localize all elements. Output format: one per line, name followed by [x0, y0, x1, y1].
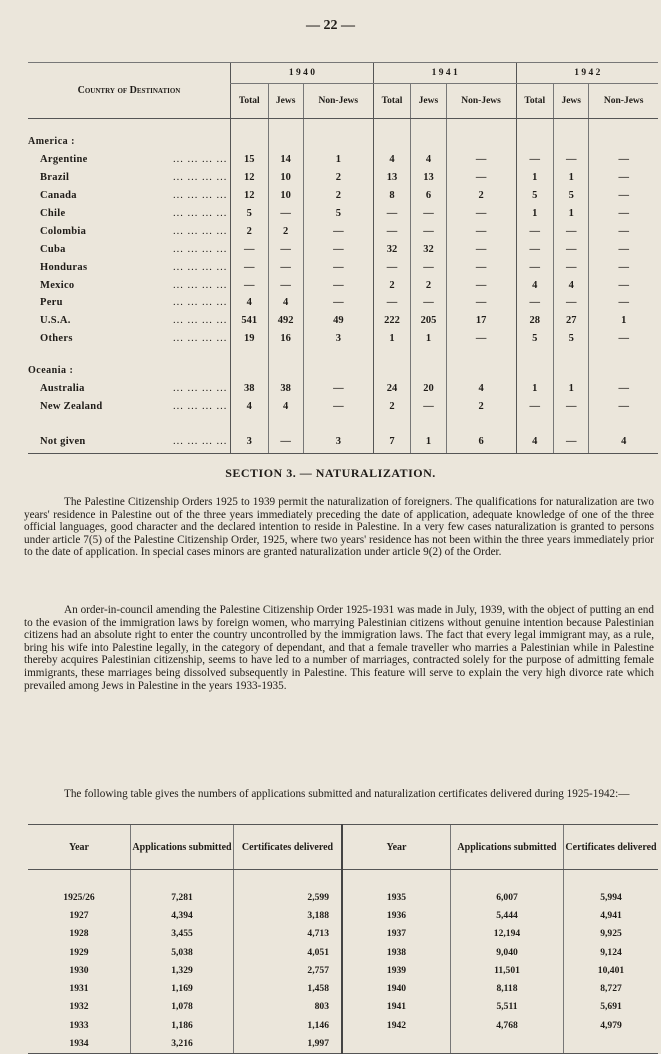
country-row: [28, 397, 658, 415]
value-cell: 4: [446, 380, 516, 398]
value-cell: —: [373, 258, 411, 276]
value-cell: 1: [554, 380, 589, 398]
country-row: [28, 330, 658, 348]
value-cell: 1: [373, 330, 411, 348]
country-cell: [28, 205, 231, 223]
leader-dots: ... ... ... ...: [173, 154, 228, 166]
year-cell: 1935: [342, 888, 451, 906]
year-cell: 1928: [69, 928, 89, 940]
leader-dots: ... ... ... ...: [173, 315, 228, 327]
applications-cell: 1,329: [131, 961, 234, 979]
value-cell: 2: [446, 397, 516, 415]
value-cell: —: [446, 258, 516, 276]
value-cell: 12: [231, 169, 269, 187]
applications-header: Applications submitted: [131, 825, 234, 870]
leader-dots: ... ... ... ...: [173, 400, 228, 412]
value-cell: —: [589, 276, 658, 294]
certificates-cell: 2,599: [234, 888, 343, 906]
value-cell: 1: [516, 205, 554, 223]
value-cell: 14: [268, 151, 303, 169]
country-name: U.S.A.: [40, 315, 71, 327]
value-cell: —: [589, 187, 658, 205]
spacer-row: [28, 348, 658, 362]
certificates-cell: 4,941: [564, 906, 659, 924]
section-heading: Oceania :: [28, 365, 74, 377]
certificates-cell: 1,997: [234, 1034, 343, 1053]
applications-cell: 5,444: [451, 906, 564, 924]
value-cell: —: [268, 240, 303, 258]
value-cell: —: [589, 222, 658, 240]
value-cell: —: [516, 294, 554, 312]
value-cell: 3: [231, 429, 269, 454]
value-cell: 1: [516, 380, 554, 398]
certificates-cell: 9,925: [564, 925, 659, 943]
section-heading-row: [28, 133, 658, 151]
value-cell: —: [446, 240, 516, 258]
certificates-cell: [564, 1034, 659, 1053]
paragraph-qualifications: The Palestine Citizenship Orders 1925 to 1939 permit the naturalization of foreigners. The qualifications for naturalization are two years' residence in Palestine out of the three years immediately preceding the date of application, adequate knowledge of one of the three official languages, good character and the declared intention to reside in Palestine. In a very few cases naturalization is granted to persons under article 7(5) of the Palestine Citizenship Order, 1925, where two years' residence has not been within the three years immediately prior to the date of application. In special cases minors are granted naturalization under article 9(2) of the Order.: [24, 496, 654, 559]
section-title: SECTION 3. — NATURALIZATION.: [225, 466, 436, 480]
value-cell: —: [516, 222, 554, 240]
value-cell: —: [446, 222, 516, 240]
leader-dots: ... ... ... ...: [173, 297, 228, 309]
year-1942-header: 1 9 4 2: [516, 63, 658, 84]
country-cell: [28, 169, 231, 187]
value-cell: 5: [231, 205, 269, 223]
value-cell: 16: [268, 330, 303, 348]
year-cell: 1940: [342, 979, 451, 997]
value-cell: 1: [411, 330, 446, 348]
value-cell: —: [516, 240, 554, 258]
value-cell: —: [446, 169, 516, 187]
country-name: Chile: [40, 208, 66, 219]
leader-dots: ... ... ... ...: [173, 383, 228, 395]
leader-dots: ... ... ... ...: [173, 225, 228, 237]
value-cell: —: [303, 240, 373, 258]
country-name: Mexico: [40, 279, 75, 291]
country-row: [28, 429, 658, 454]
value-cell: 4: [373, 151, 411, 169]
year-cell: 1942: [342, 1016, 451, 1034]
section-heading: America :: [28, 136, 75, 148]
certificates-cell: 2,757: [234, 961, 343, 979]
year-cell: 1932: [69, 1001, 89, 1013]
value-cell: —: [303, 380, 373, 398]
country-cell: [28, 240, 231, 258]
value-cell: 1: [554, 205, 589, 223]
value-cell: 205: [411, 312, 446, 330]
table-row: [28, 979, 658, 997]
applications-cell: 1,078: [131, 998, 234, 1016]
country-name: Australia: [40, 383, 85, 395]
value-cell: —: [554, 240, 589, 258]
subheader-non-jews: Non-Jews: [589, 84, 658, 119]
table-row: [28, 943, 658, 961]
table-row: [28, 1034, 658, 1053]
value-cell: —: [303, 258, 373, 276]
value-cell: 2: [303, 169, 373, 187]
country-cell: [28, 276, 231, 294]
value-cell: —: [446, 276, 516, 294]
value-cell: —: [411, 205, 446, 223]
value-cell: —: [446, 151, 516, 169]
applications-cell: 5,511: [451, 998, 564, 1016]
year-cell: 1937: [342, 925, 451, 943]
value-cell: —: [516, 258, 554, 276]
country-cell: [28, 151, 231, 169]
value-cell: 20: [411, 380, 446, 398]
value-cell: 4: [516, 429, 554, 454]
table-row: [28, 961, 658, 979]
value-cell: —: [446, 205, 516, 223]
value-cell: —: [411, 222, 446, 240]
value-cell: 38: [268, 380, 303, 398]
subheader-total: Total: [231, 84, 269, 119]
certificates-cell: 803: [234, 998, 343, 1016]
certificates-cell: 8,727: [564, 979, 659, 997]
value-cell: —: [589, 380, 658, 398]
applications-cell: 4,768: [451, 1016, 564, 1034]
year-cell: 1927: [69, 909, 89, 921]
year-cell: 1941: [342, 998, 451, 1016]
value-cell: 4: [516, 276, 554, 294]
value-cell: 19: [231, 330, 269, 348]
value-cell: 10: [268, 187, 303, 205]
country-row: [28, 312, 658, 330]
country-cell: [28, 380, 231, 398]
country-row: [28, 380, 658, 398]
country-row: [28, 187, 658, 205]
value-cell: 1: [411, 429, 446, 454]
value-cell: 38: [231, 380, 269, 398]
certificates-cell: 1,458: [234, 979, 343, 997]
value-cell: —: [303, 222, 373, 240]
value-cell: 28: [516, 312, 554, 330]
value-cell: 6: [446, 429, 516, 454]
destination-table: [28, 62, 658, 454]
applications-cell: 12,194: [451, 925, 564, 943]
value-cell: 5: [516, 330, 554, 348]
value-cell: 541: [231, 312, 269, 330]
applications-cell: 1,186: [131, 1016, 234, 1034]
country-row: [28, 169, 658, 187]
spacer-row: [28, 119, 658, 134]
subheader-non-jews: Non-Jews: [303, 84, 373, 119]
subheader-jews: Jews: [411, 84, 446, 119]
country-cell: [28, 222, 231, 240]
value-cell: 8: [373, 187, 411, 205]
value-cell: 3: [303, 429, 373, 454]
value-cell: 6: [411, 187, 446, 205]
country-row: [28, 222, 658, 240]
subheader-jews: Jews: [268, 84, 303, 119]
value-cell: —: [554, 429, 589, 454]
value-cell: 1: [303, 151, 373, 169]
value-cell: —: [589, 151, 658, 169]
applications-cell: 11,501: [451, 961, 564, 979]
value-cell: 1: [554, 169, 589, 187]
country-cell: [28, 312, 231, 330]
year-cell: 1936: [342, 906, 451, 924]
value-cell: —: [303, 397, 373, 415]
country-name: Argentine: [40, 154, 88, 166]
applications-cell: 5,038: [131, 943, 234, 961]
value-cell: —: [446, 330, 516, 348]
value-cell: 12: [231, 187, 269, 205]
value-cell: 4: [231, 294, 269, 312]
section-heading-row: [28, 362, 658, 380]
value-cell: 32: [373, 240, 411, 258]
year-header: Year: [28, 825, 131, 870]
value-cell: —: [589, 397, 658, 415]
value-cell: —: [231, 258, 269, 276]
value-cell: 2: [373, 397, 411, 415]
year-cell: 1930: [69, 964, 89, 976]
value-cell: 222: [373, 312, 411, 330]
country-row: [28, 294, 658, 312]
value-cell: —: [516, 397, 554, 415]
paragraph-table-intro: The following table gives the numbers of applications submitted and naturalization certificates delivered during 1925-1942:—: [64, 788, 630, 800]
country-cell: [28, 294, 231, 312]
certificates-cell: 10,401: [564, 961, 659, 979]
country-name: Canada: [40, 190, 77, 202]
value-cell: —: [589, 240, 658, 258]
value-cell: 24: [373, 380, 411, 398]
country-row: [28, 205, 658, 223]
table-row: [28, 906, 658, 924]
country-name: Not given: [40, 435, 86, 447]
value-cell: —: [411, 397, 446, 415]
applications-cell: 9,040: [451, 943, 564, 961]
value-cell: 7: [373, 429, 411, 454]
value-cell: 4: [268, 294, 303, 312]
subheader-total: Total: [373, 84, 411, 119]
year-1941-header: 1 9 4 1: [373, 63, 516, 84]
value-cell: 3: [303, 330, 373, 348]
value-cell: —: [411, 258, 446, 276]
value-cell: 4: [411, 151, 446, 169]
value-cell: 4: [268, 397, 303, 415]
value-cell: 1: [589, 312, 658, 330]
value-cell: —: [589, 169, 658, 187]
table-row: [28, 925, 658, 943]
leader-dots: ... ... ... ...: [173, 333, 228, 345]
value-cell: —: [268, 276, 303, 294]
value-cell: 2: [373, 276, 411, 294]
leader-dots: ... ... ... ...: [173, 279, 228, 291]
year-1940-header: 1 9 4 0: [231, 63, 374, 84]
year-cell: 1939: [342, 961, 451, 979]
table-row: [28, 888, 658, 906]
value-cell: 10: [268, 169, 303, 187]
value-cell: —: [554, 294, 589, 312]
value-cell: —: [268, 205, 303, 223]
value-cell: —: [589, 294, 658, 312]
value-cell: —: [554, 151, 589, 169]
country-row: [28, 276, 658, 294]
value-cell: 2: [268, 222, 303, 240]
value-cell: 5: [554, 187, 589, 205]
year-cell: [342, 1034, 451, 1053]
table-row: [28, 998, 658, 1016]
value-cell: —: [554, 222, 589, 240]
year-cell: 1938: [342, 943, 451, 961]
value-cell: —: [554, 397, 589, 415]
value-cell: 2: [231, 222, 269, 240]
year-cell: 1925/26: [63, 891, 95, 903]
country-name: Peru: [40, 297, 63, 309]
country-cell: [28, 187, 231, 205]
country-row: [28, 240, 658, 258]
page-number: — 22 —: [306, 18, 355, 33]
country-cell: [28, 397, 231, 415]
country-name: New Zealand: [40, 400, 103, 412]
subheader-total: Total: [516, 84, 554, 119]
subheader-jews: Jews: [554, 84, 589, 119]
value-cell: —: [446, 294, 516, 312]
subheader-non-jews: Non-Jews: [446, 84, 516, 119]
certificates-cell: 5,691: [564, 998, 659, 1016]
year-cell: 1934: [28, 1034, 131, 1053]
value-cell: 2: [446, 187, 516, 205]
value-cell: —: [516, 151, 554, 169]
value-cell: —: [554, 258, 589, 276]
leader-dots: ... ... ... ...: [173, 190, 228, 202]
leader-dots: ... ... ... ...: [173, 435, 228, 447]
country-header: Country of Destination: [28, 63, 231, 119]
leader-dots: ... ... ... ...: [173, 208, 228, 219]
applications-cell: 6,007: [451, 888, 564, 906]
value-cell: 5: [516, 187, 554, 205]
country-cell: [28, 429, 231, 454]
certificates-cell: 5,994: [564, 888, 659, 906]
leader-dots: ... ... ... ...: [173, 261, 228, 273]
value-cell: —: [268, 429, 303, 454]
naturalization-table-body: [28, 870, 658, 1054]
country-name: Brazil: [40, 172, 70, 184]
certificates-cell: 9,124: [564, 943, 659, 961]
spacer-row: [28, 415, 658, 429]
year-cell: 1933: [69, 1019, 89, 1031]
value-cell: —: [589, 258, 658, 276]
value-cell: 4: [231, 397, 269, 415]
value-cell: —: [373, 222, 411, 240]
value-cell: 13: [373, 169, 411, 187]
applications-header: Applications submitted: [451, 825, 564, 870]
value-cell: 13: [411, 169, 446, 187]
applications-cell: 4,394: [131, 906, 234, 924]
certificates-cell: 4,979: [564, 1016, 659, 1034]
value-cell: 17: [446, 312, 516, 330]
value-cell: 4: [589, 429, 658, 454]
paragraph-order-in-council: An order-in-council amending the Palestine Citizenship Order 1925-1931 was made in July, 1939, with the object of putting an end to the evasion of the immigration laws by foreign women, who marrying Palestinian citizens without genuine intention because Palestinian citizens had an absolute right to enter the country uncontrolled by the immigration laws. The fact that every legal immigrant may, as a rule, bring his wife into Palestine legally, in the category of dependant, and that a female traveller who marries a Palestinian while in Palestine thereby acquires Palestinian citizenship, seems to have led to a number of marriages, contracted solely for the purpose of admitting female immigrants, these marriages being dissolved subsequently in Palestine. This feature will serve to explain the very high divorce rate which prevailed among Jews in Palestine in the years 1933-1935.: [24, 604, 654, 692]
country-row: [28, 258, 658, 276]
country-name: Others: [40, 333, 73, 345]
value-cell: —: [373, 205, 411, 223]
value-cell: 1: [516, 169, 554, 187]
value-cell: —: [303, 276, 373, 294]
value-cell: 5: [554, 330, 589, 348]
value-cell: —: [231, 240, 269, 258]
value-cell: —: [373, 294, 411, 312]
country-cell: [28, 330, 231, 348]
value-cell: —: [231, 276, 269, 294]
applications-cell: [451, 1034, 564, 1053]
table-row: [28, 1016, 658, 1034]
value-cell: —: [589, 330, 658, 348]
value-cell: —: [268, 258, 303, 276]
value-cell: 2: [411, 276, 446, 294]
applications-cell: 3,216: [131, 1034, 234, 1053]
naturalization-table: [28, 824, 658, 1054]
certificates-cell: 3,188: [234, 906, 343, 924]
certificates-header: Certificates delivered: [564, 825, 659, 870]
applications-cell: 1,169: [131, 979, 234, 997]
year-header: Year: [342, 825, 451, 870]
value-cell: 4: [554, 276, 589, 294]
value-cell: —: [589, 205, 658, 223]
destination-table-body: [28, 119, 658, 454]
leader-dots: ... ... ... ...: [173, 243, 228, 255]
value-cell: 32: [411, 240, 446, 258]
spacer-row: [28, 870, 658, 889]
applications-cell: 3,455: [131, 925, 234, 943]
value-cell: 15: [231, 151, 269, 169]
certificates-header: Certificates delivered: [234, 825, 343, 870]
country-cell: [28, 258, 231, 276]
country-name: Colombia: [40, 225, 87, 237]
year-cell: 1931: [69, 983, 89, 995]
certificates-cell: 4,051: [234, 943, 343, 961]
certificates-cell: 1,146: [234, 1016, 343, 1034]
country-name: Honduras: [40, 261, 88, 273]
value-cell: —: [411, 294, 446, 312]
leader-dots: ... ... ... ...: [173, 172, 228, 184]
applications-cell: 7,281: [131, 888, 234, 906]
value-cell: 27: [554, 312, 589, 330]
applications-cell: 8,118: [451, 979, 564, 997]
value-cell: 5: [303, 205, 373, 223]
country-row: [28, 151, 658, 169]
value-cell: 492: [268, 312, 303, 330]
value-cell: —: [303, 294, 373, 312]
country-name: Cuba: [40, 243, 66, 255]
certificates-cell: 4,713: [234, 925, 343, 943]
value-cell: 2: [303, 187, 373, 205]
value-cell: 49: [303, 312, 373, 330]
year-cell: 1929: [69, 946, 89, 958]
